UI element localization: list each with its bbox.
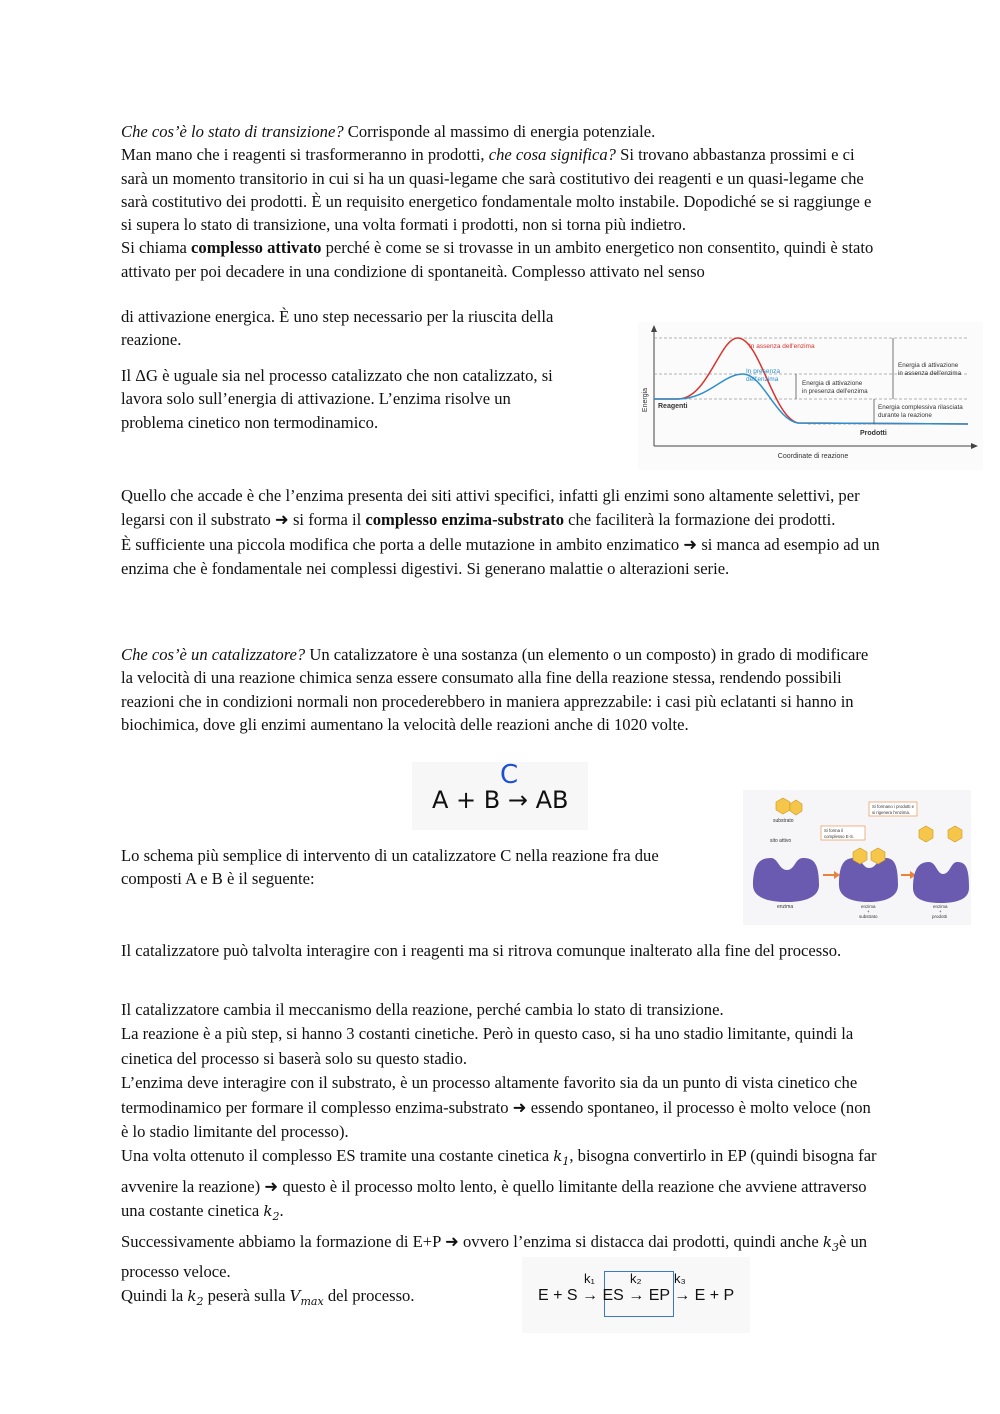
text-span: ovvero l’enzima si distacca dai prodotti, quindi anche	[458, 1231, 823, 1251]
text-line: di attivazione energica. È uno step necessario per la riuscita della	[121, 307, 554, 326]
kinetic-scheme-figure	[522, 1257, 750, 1333]
blue-curve-label-2: dell'enzima	[746, 376, 779, 383]
text-line: Il ΔG è uguale sia nel processo catalizzato che non catalizzato, si	[121, 366, 553, 385]
text-paragraph	[121, 533, 881, 582]
y-axis-label: Energia	[642, 387, 649, 413]
text-span: essendo spontaneo, il processo è molto veloce (non è lo stadio limitante del processo).	[121, 1097, 871, 1142]
text-span: è un processo veloce.	[121, 1231, 868, 1282]
k1-label: k₁	[584, 1271, 595, 1286]
energy-diagram	[638, 322, 983, 470]
active-site-label: sito attivo	[770, 838, 792, 844]
reactants-label: Reagenti	[658, 403, 688, 410]
x-axis-label: Coordinate di reazione	[777, 453, 849, 460]
text-span: L’enzima deve interagire con il substrato, è un processo altamente favorito sia da un punto di vista cinetico che termodinamico per formare il complesso enzima-substrato	[121, 1073, 858, 1117]
math-subscript: 2	[196, 1295, 204, 1309]
text-line: reazione.	[121, 330, 182, 350]
box2-line2: si rigenera l'enzima.	[872, 810, 911, 815]
annotation-without-enzyme-2: in assenza dell'enzima	[898, 370, 962, 377]
math-symbol: V	[289, 1287, 301, 1306]
bold-term: complesso attivato	[191, 238, 322, 258]
paragraph-activation-cont	[121, 305, 621, 352]
math-k2	[263, 1202, 280, 1224]
enzyme-substrate-figure	[743, 790, 971, 925]
text-paragraph: Il catalizzatore può talvolta interagire con i reagenti ma si ritrova comunque inalterato alla fine del processo.	[121, 941, 842, 960]
blue-curve-label-1: In presenza	[746, 368, 780, 375]
math-symbol: k	[553, 1147, 563, 1166]
text-span: È sufficiente una piccola modifica che porta a delle mutazione in ambito enzimatico	[121, 534, 684, 554]
text-span: questo è il processo molto lento, è quello limitante della reazione che avviene attraverso una costante cinetica	[121, 1176, 867, 1221]
math-k1	[553, 1147, 570, 1169]
text-line	[121, 120, 881, 143]
red-curve-label: In assenza dell'enzima	[749, 343, 815, 350]
text-span: Quindi la	[121, 1286, 188, 1306]
paragraph-delta-g	[121, 364, 621, 434]
math-subscript: max	[300, 1295, 324, 1309]
annotation-energy-released-1: Energia complessiva rilasciata	[878, 404, 963, 411]
enzyme-substrate-diagram	[743, 790, 971, 925]
math-subscript: 2	[272, 1210, 280, 1224]
text-line: lavora solo sull’energia di attivazione. L’enzima risolve un	[121, 389, 511, 409]
paragraph-mechanism	[121, 998, 881, 1315]
text-line	[121, 1284, 881, 1314]
enzyme-label: enzima	[777, 904, 794, 910]
math-vmax	[289, 1287, 324, 1309]
catalyst-equation: A + B → AB	[432, 786, 569, 814]
math-symbol: k	[822, 1232, 832, 1251]
question-text: Che cos’è lo stato di transizione?	[121, 122, 344, 141]
ep-label-2: +	[939, 909, 942, 914]
question-text: Che cos’è un catalizzatore?	[121, 645, 306, 664]
math-subscript: 3	[831, 1240, 839, 1254]
paragraph-active-sites	[121, 484, 881, 582]
paragraph-catalyst-scheme	[121, 844, 731, 891]
text-paragraph	[121, 643, 881, 736]
text-paragraph	[121, 1230, 881, 1285]
paragraph-catalyst-definition	[121, 643, 881, 736]
text-span: peserà sulla	[203, 1286, 290, 1306]
text-span: che faciliterà la formazione dei prodotti.	[564, 510, 836, 530]
catalyst-letter: C	[500, 760, 519, 790]
substrate-label: substrato	[773, 818, 794, 824]
k2-label: k₂	[630, 1271, 642, 1286]
text-span: Una volta ottenuto il complesso ES tramite una costante cinetica	[121, 1146, 554, 1166]
kinetic-equation: E + S → ES → EP → E + P	[538, 1287, 735, 1304]
energy-diagram-figure	[638, 322, 983, 470]
text-span: Si chiama	[121, 238, 192, 258]
text-paragraph	[121, 143, 881, 236]
arrow-icon: ➜	[444, 1231, 459, 1251]
ep-label-3: prodotti	[932, 914, 948, 919]
text-paragraph: La reazione è a più step, si hanno 3 costanti cinetiche. Però in questo caso, si ha uno stadio limitante, quindi la cinetica del processo si baserà solo su questo stadio.	[121, 1024, 854, 1068]
text-paragraph	[121, 236, 881, 283]
k3-label: k₃	[674, 1271, 686, 1286]
es-label-1: enzima	[861, 904, 876, 909]
text-span: si manca ad esempio ad un enzima che è fondamentale nei complessi digestivi. Si generano malattie o alterazioni serie.	[121, 534, 880, 579]
annotation-with-enzyme-1: Energia di attivazione	[802, 380, 863, 387]
answer-text: Corrisponde al massimo di energia potenziale.	[343, 122, 656, 141]
box2-line1: Si formano i prodotti e	[872, 804, 915, 809]
math-k2	[187, 1287, 204, 1309]
arrow-icon: ➜	[512, 1097, 527, 1117]
text-line: problema cinetico non termodinamico.	[121, 412, 379, 432]
math-k3	[822, 1232, 839, 1254]
arrow-icon: ➜	[683, 534, 698, 554]
box1-line1: Si forma il	[824, 828, 844, 833]
text-line: composti A e B è il seguente:	[121, 869, 315, 889]
text-span: Quello che accade è che l’enzima presenta dei siti attivi specifici, infatti gli enzimi sono altamente selettivi, per legarsi con il substrato	[121, 486, 860, 530]
catalyst-equation-figure	[412, 762, 588, 830]
annotation-energy-released-2: durante la reazione	[878, 412, 932, 419]
text-paragraph	[121, 1144, 881, 1229]
arrow-icon: ➜	[274, 510, 289, 530]
text-span: si forma il	[288, 510, 366, 530]
ep-label-1: enzima	[933, 904, 948, 909]
text-line: Il catalizzatore cambia il meccanismo della reazione, perché cambia lo stato di transizione.	[121, 1000, 724, 1019]
math-symbol: k	[187, 1287, 197, 1306]
annotation-with-enzyme-2: in presenza dell'enzima	[802, 388, 868, 395]
products-label: Prodotti	[860, 430, 887, 437]
math-symbol: k	[263, 1202, 273, 1221]
paragraph-transition-state	[121, 120, 881, 283]
paragraph-catalyst-unaltered	[121, 939, 881, 962]
es-label-2: +	[867, 909, 870, 914]
text-paragraph	[121, 484, 881, 533]
arrow-icon: ➜	[264, 1176, 279, 1196]
text-span: del processo.	[323, 1286, 415, 1306]
text-span: Si trovano abbastanza prossimi e ci sarà un momento transitorio in cui si ha un quasi-legame che sarà costitutivo dei reagenti e un quasi-legame che sarà costitutivo dei prodotti. È un requisito energetico fondamentale molto instabile. Dopodiché se si raggiunge e si supera lo stato di transizione, una volta formati i prodotti, non si torna più indietro.	[121, 145, 872, 235]
text-span: perché è come se si trovasse in un ambito energetico non consentito, quindi è stato attivato per poi decadere in una condizione di spontaneità. Complesso attivato nel senso	[121, 238, 874, 281]
annotation-without-enzyme-1: Energia di attivazione	[898, 362, 959, 369]
text-span: Successivamente abbiamo la formazione di E+P	[121, 1231, 445, 1251]
text-paragraph	[121, 1071, 881, 1144]
text-span: , bisogna convertirlo in EP (quindi bisogna far avvenire la reazione)	[121, 1146, 877, 1196]
text-span: Un catalizzatore è una sostanza (un elemento o un composto) in grado di modificare la velocità di una reazione chimica senza essere consumato alla fine della reazione stessa, rendendo possibili reazioni che in condizioni normali non procederebbero in maniera apprezzabile: i casi più eclatanti si hanno in biochimica, dove gli enzimi aumentano la velocità delle reazioni anche di 1020 volte.	[121, 645, 869, 734]
math-subscript: 1	[562, 1155, 570, 1169]
es-label-3: substrato	[859, 914, 878, 919]
text-line: Lo schema più semplice di intervento di un catalizzatore C nella reazione fra due	[121, 846, 659, 865]
text-span: .	[279, 1201, 284, 1221]
question-text: che cosa significa?	[488, 145, 616, 165]
text-span: Man mano che i reagenti si trasformeranno in prodotti,	[121, 145, 489, 165]
box1-line2: complesso E-S.	[824, 834, 855, 839]
bold-term: complesso enzima-substrato	[365, 510, 564, 530]
